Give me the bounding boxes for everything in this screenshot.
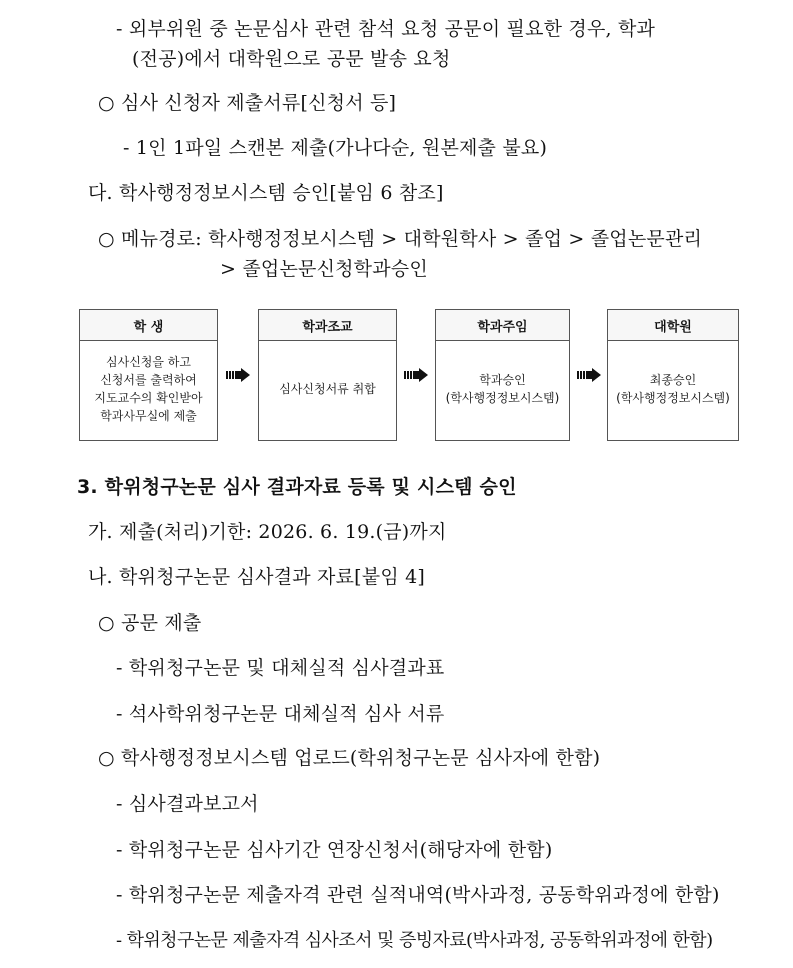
flow-box-title: 대학원 (608, 310, 738, 341)
flow-box-body (608, 341, 738, 436)
section3-deadline: 가. 제출(처리)기한: 2026. 6. 19.(금)까지 (88, 521, 447, 543)
flow-box-text: 최종승인 (649, 372, 697, 387)
flow-box-body (259, 341, 396, 436)
section3-result-docs: 나. 학위청구논문 심사결과 자료[붙임 4] (88, 566, 426, 588)
flow-box-title: 학 생 (80, 310, 217, 341)
flow-arrow-icon (404, 368, 428, 382)
flow-box-department-head (435, 309, 570, 441)
official-doc-item: - 학위청구논문 및 대체실적 심사결과표 (116, 657, 445, 679)
upload-doc-item: - 심사결과보고서 (116, 793, 259, 815)
system-upload-item: ○ 학사행정정보시스템 업로드(학위청구논문 심사자에 한함) (98, 747, 601, 769)
upload-doc-item: - 학위청구논문 제출자격 심사조서 및 증빙자료(박사과정, 공동학위과정에 한함) (116, 930, 713, 951)
official-submission-item: ○ 공문 제출 (98, 612, 202, 634)
flow-box-student (79, 309, 218, 441)
flow-box-text: (학사행정정보시스템) (445, 390, 560, 405)
flow-box-assistant (258, 309, 397, 441)
flow-box-text: 심사신청서류 취합 (279, 381, 376, 396)
flow-box-body (80, 341, 217, 436)
flow-box-text: (학사행정정보시스템) (616, 390, 730, 405)
flow-box-title: 학과주임 (436, 310, 569, 341)
submission-docs-item: ○ 심사 신청자 제출서류[신청서 등] (98, 92, 397, 114)
external-member-note-line1: - 외부위원 중 논문심사 관련 참석 요청 공문이 필요한 경우, 학과 (116, 18, 656, 40)
flow-arrow-icon (226, 368, 250, 382)
upload-doc-item: - 학위청구논문 심사기간 연장신청서(해당자에 한함) (116, 839, 553, 861)
flow-box-text: 지도교수의 확인받아 (94, 390, 203, 405)
upload-doc-item: - 학위청구논문 제출자격 관련 실적내역(박사과정, 공동학위과정에 한함) (116, 884, 720, 906)
flow-box-text: 심사신청을 하고 (106, 354, 191, 369)
flow-box-graduate-school (607, 309, 739, 441)
official-doc-item: - 석사학위청구논문 대체실적 심사 서류 (116, 703, 445, 725)
section-da-title: 다. 학사행정정보시스템 승인[붙임 6 참조] (88, 182, 444, 204)
section3-heading: 3. 학위청구논문 심사 결과자료 등록 및 시스템 승인 (77, 476, 517, 498)
menu-path-line2: > 졸업논문신청학과승인 (220, 258, 428, 280)
flow-box-text: 신청서를 출력하여 (100, 372, 197, 387)
menu-path-line1: ○ 메뉴경로: 학사행정정보시스템 > 대학원학사 > 졸업 > 졸업논문관리 (98, 228, 703, 250)
flow-box-body (436, 341, 569, 436)
submission-docs-subitem: - 1인 1파일 스캔본 제출(가나다순, 원본제출 불요) (123, 137, 548, 159)
flow-box-title: 학과조교 (259, 310, 396, 341)
flow-box-text: 학과승인 (479, 372, 526, 387)
flow-arrow-icon (577, 368, 601, 382)
flow-box-text: 학과사무실에 제출 (100, 408, 197, 423)
external-member-note-line2: (전공)에서 대학원으로 공문 발송 요청 (132, 48, 451, 70)
